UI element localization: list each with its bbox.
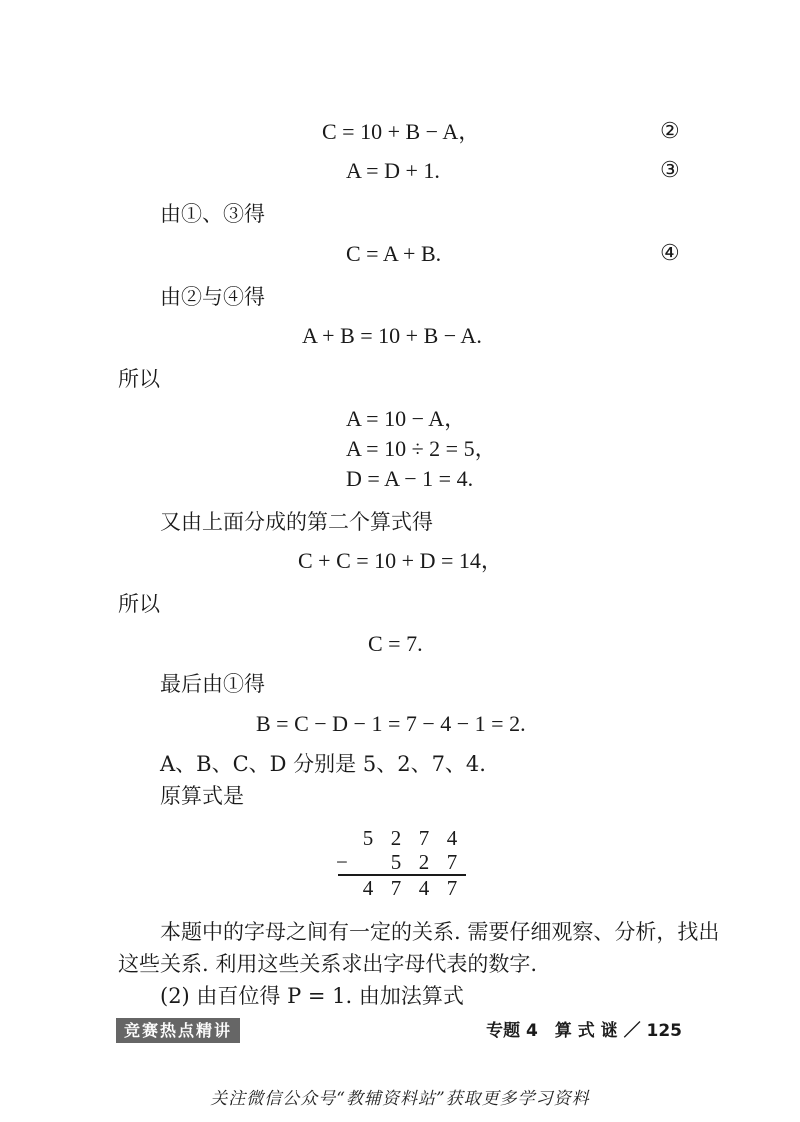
- equation-5: A + B = 10 + B − A.: [302, 323, 482, 348]
- digit: 7: [446, 850, 458, 874]
- text-part-2: (2) 由百位得 P = 1. 由加法算式: [160, 984, 464, 1008]
- digit: 7: [390, 876, 402, 900]
- result-row: [340, 876, 466, 900]
- subtraction-rule: [338, 874, 466, 876]
- equation-9: C + C = 10 + D = 14，: [298, 548, 503, 573]
- text-so-2: 所以: [118, 592, 160, 616]
- equation-7: A = 10 ÷ 2 = 5，: [346, 436, 497, 461]
- equation-10: C = 7.: [368, 631, 423, 656]
- text-note-2: 这些关系. 利用这些关系求出字母代表的数字.: [118, 952, 538, 976]
- subtrahend-row: [336, 850, 466, 874]
- equation-3: A = D + 1.: [346, 158, 440, 183]
- digit: 4: [418, 876, 430, 900]
- text-so-1: 所以: [118, 367, 160, 391]
- text-from-1-3: 由①、③得: [160, 202, 265, 226]
- minus-sign: −: [336, 850, 348, 874]
- equation-11: B = C − D − 1 = 7 − 4 − 1 = 2.: [256, 711, 526, 736]
- vertical-subtraction: [336, 826, 466, 900]
- digit: 4: [446, 826, 458, 850]
- text-result: A、B、C、D 分别是 5、2、7、4.: [160, 752, 486, 776]
- equation-3-tag: ③: [660, 158, 680, 183]
- text-finally: 最后由①得: [160, 672, 265, 696]
- equation-6: A = 10 − A，: [346, 406, 467, 431]
- text-from-2-4: 由②与④得: [160, 285, 265, 309]
- digit: 5: [390, 850, 402, 874]
- minuend-row: [340, 826, 466, 850]
- text-original: 原算式是: [160, 784, 244, 808]
- equation-2-tag: ②: [660, 119, 680, 144]
- equation-4: C = A + B.: [346, 241, 442, 266]
- digit: 2: [390, 826, 402, 850]
- digit: 5: [362, 826, 374, 850]
- digit: 7: [446, 876, 458, 900]
- text-second-formula: 又由上面分成的第二个算式得: [160, 510, 433, 534]
- running-head: 专题 4 算 式 谜 ／ 125: [486, 1021, 682, 1041]
- equation-2: C = 10 + B − A，: [322, 119, 481, 144]
- equation-8: D = A − 1 = 4.: [346, 466, 474, 491]
- text-note-1: 本题中的字母之间有一定的关系. 需要仔细观察、分析，找出: [160, 920, 720, 944]
- watermark-text: 关注微信公众号“教辅资料站”获取更多学习资料: [210, 1089, 590, 1109]
- digit: 2: [418, 850, 430, 874]
- digit: 7: [418, 826, 430, 850]
- section-badge: 竞赛热点精讲: [116, 1018, 240, 1043]
- digit: 4: [362, 876, 374, 900]
- equation-4-tag: ④: [660, 241, 680, 266]
